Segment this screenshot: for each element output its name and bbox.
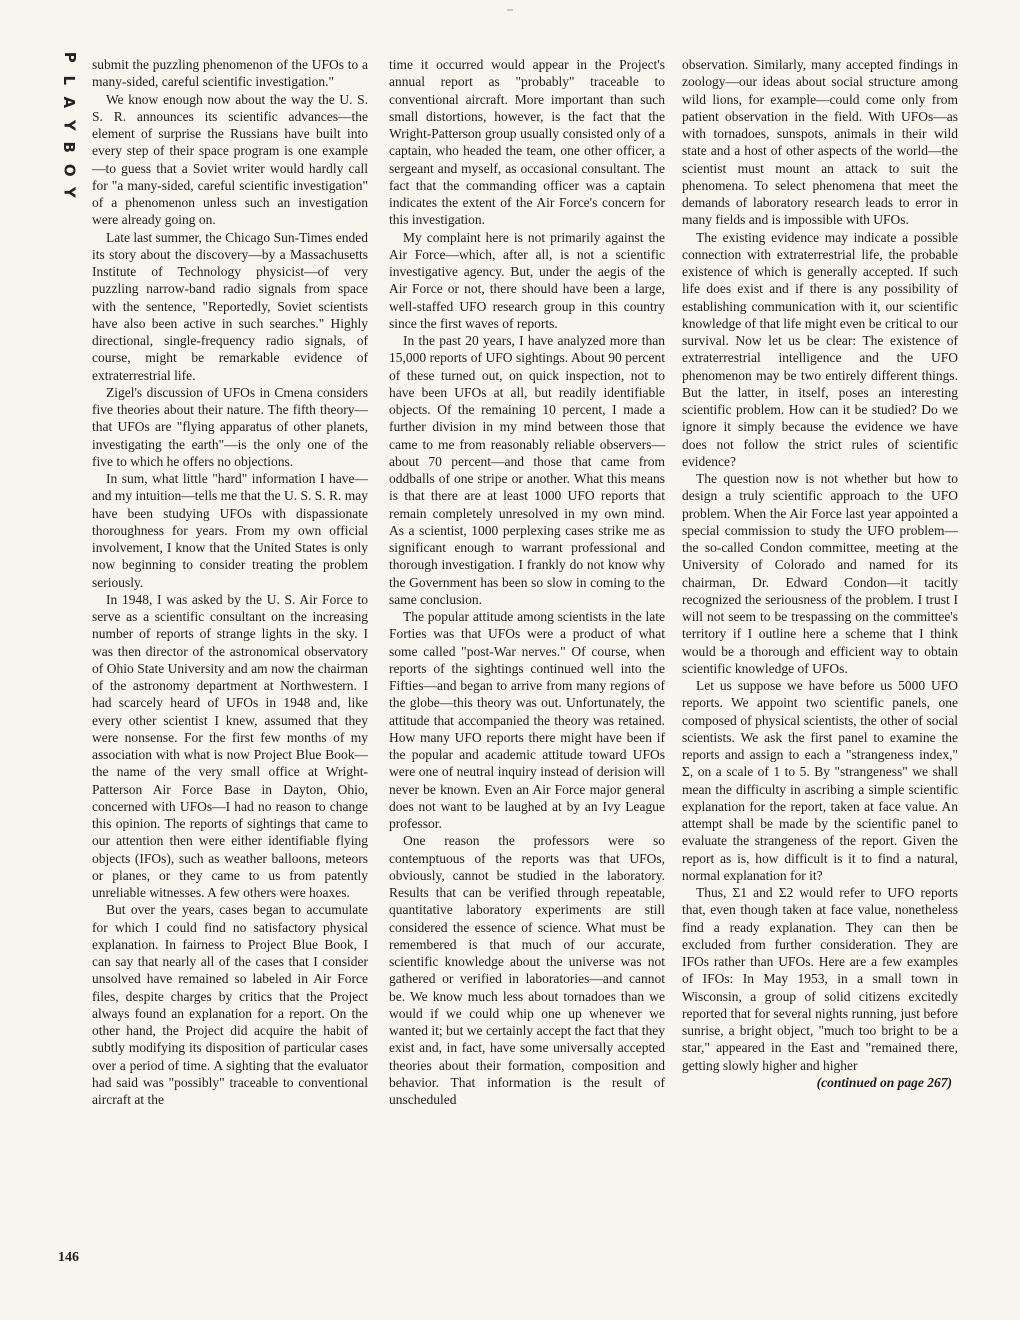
paragraph: In sum, what little "hard" information I have—and my intuition—tells me that the U. S. S. R. may have been studying UFOs with dispassionate thoroughness for years. From my own official involvement, I know that the United States is only now beginning to consider treating the problem seriously. bbox=[92, 471, 368, 590]
paragraph: In the past 20 years, I have analyzed more than 15,000 reports of UFO sightings. About 90 percent of these turned out, on quick inspection, not to have been UFOs at all, but readily identifiable objects. Of the remaining 10 percent, I made a further division in my mind between those that came to me from reasonably reliable observers—about 70 percent—and those that came from oddballs of one stripe or another. What this means is that there are at least 1000 UFO reports that remain completely unresolved in my own mind. As a scientist, 1000 perplexing cases strike me as significant enough to warrant professional and thorough investigation. I frankly do not know why the Government has been so slow in coming to the same conclusion. bbox=[389, 333, 665, 607]
continued-note[interactable]: (continued on page 267) bbox=[816, 1074, 952, 1090]
paragraph: submit the puzzling phenomenon of the UFOs to a many-sided, careful scientific investigation." bbox=[92, 57, 368, 90]
article-column-3 bbox=[682, 56, 958, 1091]
paragraph: The existing evidence may indicate a possible connection with extraterrestrial life, the probable existence of which is generally accepted. If such life does exist and if there is any possibility of establishing communication with it, our scientific knowledge of that life might even be critical to our survival. Now let us be clear: The existence of extraterrestrial intelligence and the UFO phenomenon may be two entirely different things. But the latter, in itself, poses an interesting scientific problem. How can it be studied? Do we ignore it simply because the evidence we have does not follow the strict rules of scientific evidence? bbox=[682, 229, 958, 469]
runner-letter: O bbox=[60, 163, 79, 177]
paragraph: Zigel's discussion of UFOs in Cmena considers five theories about their nature. The fifth theory—that UFOs are "flying apparatus of other planets, investigating the earth"—is the only one of the five to which he offers no objections. bbox=[92, 384, 368, 469]
runner-letter: L bbox=[60, 74, 79, 85]
magazine-runner bbox=[58, 46, 80, 204]
paragraph: But over the years, cases began to accumulate for which I could find no satisfactory physical explanation. In fairness to Project Blue Book, I can say that nearly all of the cases that I consider unsolved have remained so labeled in Air Force files, despite charges by critics that the Project always found an explanation for a report. On the other hand, the Project did acquire the habit of subtly modifying its disposition of particular cases over a period of time. A sighting that the evaluator had said was "possibly" traceable to conventional aircraft at the bbox=[92, 902, 368, 1107]
paragraph: My complaint here is not primarily against the Air Force—which, after all, is not a scientific investigative agency. But, under the aegis of the Air Force or not, there should have been a large, well-staffed UFO research group in this country since the first waves of reports. bbox=[389, 229, 665, 331]
article-column-1 bbox=[92, 56, 368, 1108]
runner-letter: Y bbox=[60, 186, 79, 198]
paragraph: Thus, Σ1 and Σ2 would refer to UFO reports that, even though taken at face value, nonetheless find a ready explanation. They can then be excluded from further consideration. They are IFOs rather than UFOs. Here are a few examples of IFOs: In May 1953, in a small town in Wisconsin, a group of solid citizens excitedly reported that for several nights running, just before sunrise, a bright object, "much too bright to be a star," appeared in the East and "remained there, getting slowly higher and higher bbox=[682, 885, 958, 1073]
paragraph: observation. Similarly, many accepted findings in zoology—our ideas about social structure among wild lions, for example—could come only from patient observation in the field. With UFOs—as with tornadoes, sunspots, animals in their wild state and a host of other aspects of the world—the scientist must mount an attack to suit the phenomena. To select phenomena that meet the demands of laboratory research leads to error in many fields and is impossible with UFOs. bbox=[682, 57, 958, 228]
page-number: 146 bbox=[58, 1250, 79, 1265]
paragraph: time it occurred would appear in the Project's annual report as "probably" traceable to conventional aircraft. More important than such small distortions, however, is the fact that the Wright-Patterson group usually consisted only of a captain, who headed the team, one other officer, a sergeant and myself, as occasional consultant. The fact that the commanding officer was a captain indicates the extent of the Air Force's concern for this investigation. bbox=[389, 57, 665, 228]
runner-letter: A bbox=[60, 96, 79, 109]
paragraph: Late last summer, the Chicago Sun-Times ended its story about the discovery—by a Massachusetts Institute of Technology physicist—of very puzzling narrow-band radio signals from space with the sentence, "Reportedly, Soviet scientists have also been active in such searches." Highly directional, single-frequency radio signals, of course, might be remarkable evidence of extraterrestrial life. bbox=[92, 229, 368, 383]
paragraph: The popular attitude among scientists in the late Forties was that UFOs were a product of what some called "post-War nerves." Of course, when reports of the sightings continued well into the Fifties—and began to arrive from many regions of the globe—this theory was out. Unfortunately, the attitude that accompanied the theory was retained. How many UFO reports there might have been if the popular and academic attitude toward UFOs were one of neutral inquiry instead of derision will never be known. Even an Air Force major general does not want to be laughed at by an Ivy League professor. bbox=[389, 609, 665, 831]
top-page-mark bbox=[505, 0, 515, 6]
paragraph: In 1948, I was asked by the U. S. Air Force to serve as a scientific consultant on the increasing number of reports of strange lights in the sky. I was then director of the astronomical observatory of Ohio State University and am now the chairman of the astronomy department at Northwestern. I had scarcely heard of UFOs in 1948 and, like every other scientist I knew, assumed that they were nonsense. For the first few months of my association with what is now Project Blue Book—the name of the very small office at Wright-Patterson Air Force Base in Dayton, Ohio, concerned with UFOs—I had no reason to change this opinion. The reports of sightings that came to our attention then were either identifiable flying objects (IFOs), such as weather balloons, meteors or planes, or they came to us from patently unreliable witnesses. A few others were hoaxes. bbox=[92, 591, 368, 900]
runner-letter: P bbox=[60, 51, 79, 63]
paragraph: Let us suppose we have before us 5000 UFO reports. We appoint two scientific panels, one composed of physical scientists, the other of social scientists. We ask the first panel to examine the reports and assign to each a "strangeness index," Σ, on a scale of 1 to 5. By "strangeness" we shall mean the difficulty in ascribing a simple scientific explanation for the report, taken at face value. An attempt shall be made by the scientific panel to evaluate the strangeness of the report. Given the report as is, how difficult is it to find a natural, normal explanation for it? bbox=[682, 678, 958, 883]
article-column-2 bbox=[389, 56, 665, 1108]
paragraph: We know enough now about the way the U. S. S. R. announces its scientific advances—the element of surprise the Russians have built into every step of their space program is one example—to guess that a Soviet writer would hardly call for "a many-sided, careful scientific investigation" of a phenomenon unless such an investigation were already going on. bbox=[92, 91, 368, 228]
runner-letter: Y bbox=[60, 119, 79, 131]
paragraph: One reason the professors were so contemptuous of the reports was that UFOs, obviously, cannot be studied in the laboratory. Results that can be verified through repeatable, quantitative laboratory experiments are still considered the essence of science. What must be remembered is that much of our accurate, scientific knowledge about the universe was not gathered or verified in laboratories—and cannot be. We know much less about tornadoes than we would if we could whip one up whenever we wanted it; but we certainly accept the fact that they exist and, in fact, have some universally accepted theories about their formation, composition and behavior. That information is the result of unscheduled bbox=[389, 833, 665, 1107]
paragraph: The question now is not whether but how to design a truly scientific approach to the UFO problem. When the Air Force last year appointed a special commission to study the UFO problem—the so-called Condon committee, meeting at the University of Colorado and named for its chairman, Dr. Edward Condon—it tacitly recognized the seriousness of the problem. I trust I will not seem to be trespassing on the committee's territory if I outline here a scheme that I think would be a thorough and efficient way to obtain scientific knowledge of UFOs. bbox=[682, 471, 958, 676]
runner-letter: B bbox=[60, 141, 79, 153]
